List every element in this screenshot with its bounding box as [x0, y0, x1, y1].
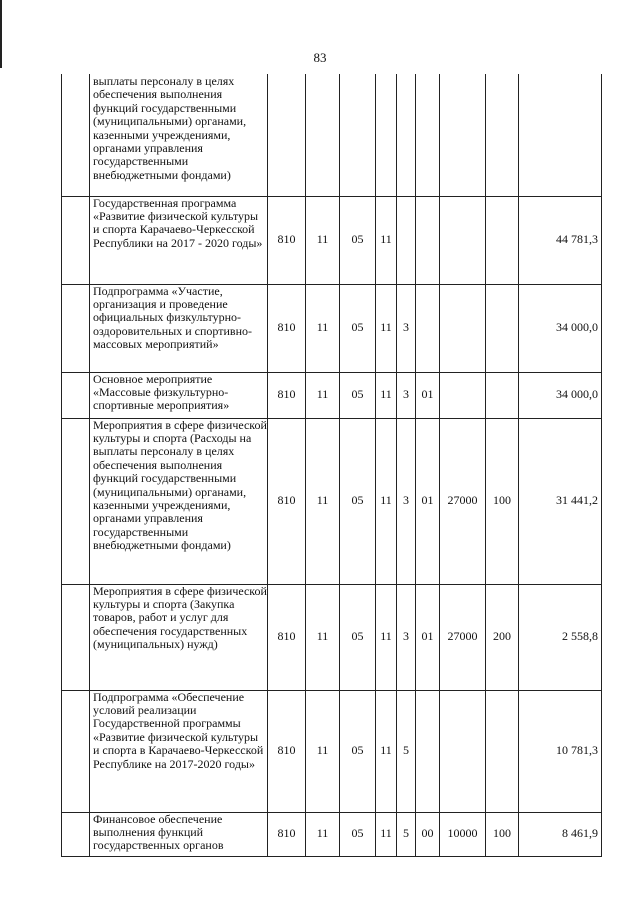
- section-cell: 11: [306, 418, 340, 584]
- amount-cell: 10 781,3: [519, 690, 602, 812]
- subsection-cell: 05: [340, 812, 376, 856]
- subprogram-cell: 3: [397, 418, 416, 584]
- row-number-cell: [62, 690, 90, 812]
- program-cell: 11: [376, 690, 397, 812]
- direction-cell: 27000: [440, 418, 486, 584]
- subsection-cell: 05: [340, 418, 376, 584]
- admin-code-cell: 810: [268, 372, 306, 418]
- description-cell: Мероприятия в сфере физической культуры и спорта (Закупка товаров, работ и услуг для обеспечения государственных (муниципальных) нужд): [90, 584, 268, 690]
- admin-code-cell: 810: [268, 196, 306, 284]
- activity-cell: 01: [416, 584, 440, 690]
- description-cell: Государственная программа «Развитие физической культуры и спорта Карачаево-Черкесской Республики на 2017 - 2020 годы»: [90, 196, 268, 284]
- program-cell: 11: [376, 812, 397, 856]
- table-row: [62, 690, 602, 812]
- activity-cell: 01: [416, 418, 440, 584]
- program-cell: 11: [376, 196, 397, 284]
- description-cell: Подпрограмма «Участие, организация и проведение официальных физкультурно-оздоровительных и спортивно-массовых мероприятий»: [90, 284, 268, 372]
- expense-type-cell: [486, 74, 519, 196]
- activity-cell: [416, 690, 440, 812]
- row-number-cell: [62, 74, 90, 196]
- row-number-cell: [62, 372, 90, 418]
- direction-cell: [440, 196, 486, 284]
- admin-code-cell: 810: [268, 812, 306, 856]
- expense-type-cell: 100: [486, 812, 519, 856]
- section-cell: [306, 74, 340, 196]
- direction-cell: [440, 74, 486, 196]
- subprogram-cell: 3: [397, 372, 416, 418]
- section-cell: 11: [306, 372, 340, 418]
- row-number-cell: [62, 418, 90, 584]
- description-cell: Финансовое обеспечение выполнения функций государственных органов: [90, 812, 268, 856]
- page-number: 83: [313, 50, 327, 65]
- description-cell: Мероприятия в сфере физической культуры и спорта (Расходы на выплаты персоналу в целях обеспечения выполнения функций государственными (муниципальными) органами, казенными учреждениями, органами управления государственными внебюджетными фондами): [90, 418, 268, 584]
- amount-cell: 8 461,9: [519, 812, 602, 856]
- expense-type-cell: [486, 196, 519, 284]
- row-number-cell: [62, 284, 90, 372]
- table-row: [62, 74, 602, 196]
- subsection-cell: 05: [340, 584, 376, 690]
- admin-code-cell: [268, 74, 306, 196]
- table-row: [62, 584, 602, 690]
- section-cell: 11: [306, 812, 340, 856]
- description-cell: Основное мероприятие «Массовые физкультурно-спортивные мероприятия»: [90, 372, 268, 418]
- description-cell: Подпрограмма «Обеспечение условий реализации Государственной программы «Развитие физической культуры и спорта в Карачаево-Черкесской Республике на 2017-2020 годы»: [90, 690, 268, 812]
- table-row: [62, 284, 602, 372]
- program-cell: [376, 74, 397, 196]
- table-row: [62, 418, 602, 584]
- amount-cell: 44 781,3: [519, 196, 602, 284]
- row-number-cell: [62, 812, 90, 856]
- amount-cell: 31 441,2: [519, 418, 602, 584]
- amount-cell: 2 558,8: [519, 584, 602, 690]
- subprogram-cell: 5: [397, 690, 416, 812]
- section-cell: 11: [306, 584, 340, 690]
- table-row: [62, 196, 602, 284]
- admin-code-cell: 810: [268, 284, 306, 372]
- budget-table: [61, 74, 602, 857]
- amount-cell: 34 000,0: [519, 284, 602, 372]
- expense-type-cell: [486, 372, 519, 418]
- section-cell: 11: [306, 690, 340, 812]
- subprogram-cell: [397, 74, 416, 196]
- expense-type-cell: [486, 284, 519, 372]
- section-cell: 11: [306, 284, 340, 372]
- activity-cell: [416, 284, 440, 372]
- section-cell: 11: [306, 196, 340, 284]
- amount-cell: 34 000,0: [519, 372, 602, 418]
- table-row: [62, 372, 602, 418]
- row-number-cell: [62, 584, 90, 690]
- description-cell: выплаты персоналу в целях обеспечения выполнения функций государственными (муниципальными) органами, казенными учреждениями, органами управления государственными внебюджетными фондами): [90, 74, 268, 196]
- subsection-cell: 05: [340, 284, 376, 372]
- row-number-cell: [62, 196, 90, 284]
- subsection-cell: 05: [340, 690, 376, 812]
- subsection-cell: 05: [340, 372, 376, 418]
- amount-cell: [519, 74, 602, 196]
- expense-type-cell: 200: [486, 584, 519, 690]
- program-cell: 11: [376, 584, 397, 690]
- activity-cell: [416, 196, 440, 284]
- activity-cell: 01: [416, 372, 440, 418]
- admin-code-cell: 810: [268, 418, 306, 584]
- program-cell: 11: [376, 372, 397, 418]
- subprogram-cell: 3: [397, 584, 416, 690]
- admin-code-cell: 810: [268, 584, 306, 690]
- subprogram-cell: [397, 196, 416, 284]
- subsection-cell: [340, 74, 376, 196]
- activity-cell: 00: [416, 812, 440, 856]
- program-cell: 11: [376, 284, 397, 372]
- expense-type-cell: [486, 690, 519, 812]
- direction-cell: [440, 690, 486, 812]
- direction-cell: 10000: [440, 812, 486, 856]
- direction-cell: 27000: [440, 584, 486, 690]
- table-row: [62, 812, 602, 856]
- subsection-cell: 05: [340, 196, 376, 284]
- activity-cell: [416, 74, 440, 196]
- subprogram-cell: 5: [397, 812, 416, 856]
- admin-code-cell: 810: [268, 690, 306, 812]
- direction-cell: [440, 284, 486, 372]
- program-cell: 11: [376, 418, 397, 584]
- expense-type-cell: 100: [486, 418, 519, 584]
- direction-cell: [440, 372, 486, 418]
- table-body: [62, 74, 602, 856]
- subprogram-cell: 3: [397, 284, 416, 372]
